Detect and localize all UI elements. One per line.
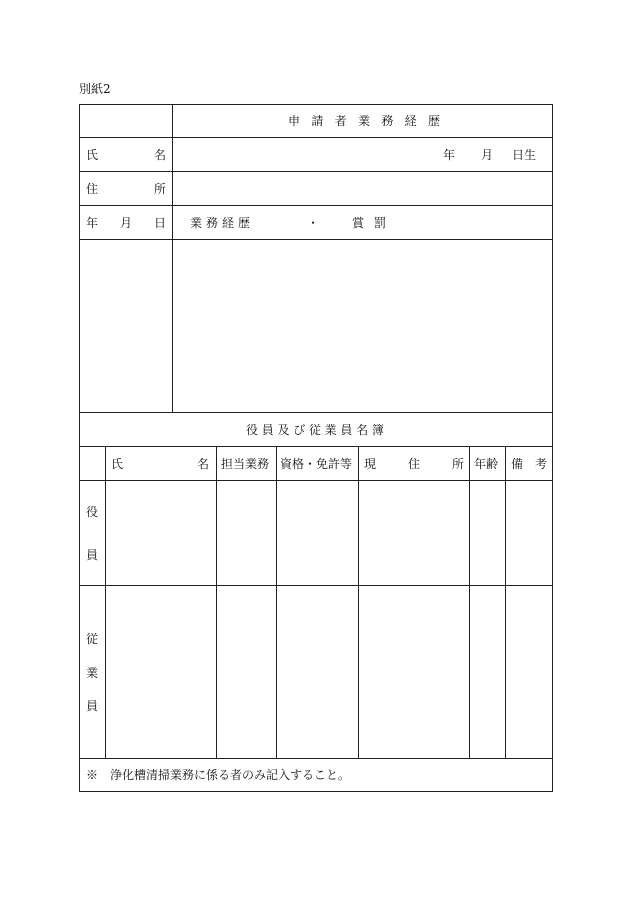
row-divider — [79, 205, 553, 206]
row-divider — [79, 446, 553, 447]
birth-month: 月 — [481, 148, 494, 162]
row-divider — [79, 171, 553, 172]
staff-title: 役 員 及 び 従 業 員 名 簿 — [246, 423, 384, 437]
birth-day: 日生 — [512, 148, 537, 162]
date-label: 年 月 日 — [86, 216, 166, 230]
col-header-remarks: 備 考 — [511, 457, 547, 471]
row-divider — [79, 239, 553, 240]
career-label: 業 務 経 歴 — [190, 216, 250, 230]
birth-year: 年 — [443, 148, 456, 162]
col-divider — [276, 446, 277, 758]
col-divider — [216, 446, 217, 758]
col-divider — [469, 446, 470, 758]
footnote: ※ 浄化槽清掃業務に係る者のみ記入すること。 — [86, 768, 351, 782]
col-header-qualification: 資格・免許等 — [280, 457, 353, 471]
officers-label: 役 員 — [85, 505, 98, 562]
row-divider — [79, 480, 553, 481]
employees-label: 従 業 員 — [85, 632, 98, 713]
appendix-label: 別紙2 — [79, 82, 111, 96]
col-header-duty: 担当業務 — [221, 457, 270, 471]
col-divider — [505, 446, 506, 758]
col-divider — [105, 446, 106, 758]
row-divider — [79, 758, 553, 759]
col-divider — [358, 446, 359, 758]
col-header-address: 現 住 所 — [364, 457, 464, 471]
row-divider — [79, 137, 553, 138]
career-dot: ・ — [307, 216, 320, 230]
row-divider — [79, 412, 553, 413]
col-header-name: 氏 名 — [111, 457, 209, 471]
form-frame — [79, 104, 553, 792]
row-divider — [79, 585, 553, 586]
history-title: 申 請 者 業 務 経 歴 — [288, 114, 440, 128]
address-label: 住 所 — [86, 182, 166, 196]
col-header-age: 年齢 — [474, 457, 499, 471]
name-label: 氏 名 — [86, 148, 166, 162]
col-divider — [172, 104, 173, 412]
reward-penalty-label: 賞 罰 — [352, 216, 386, 230]
